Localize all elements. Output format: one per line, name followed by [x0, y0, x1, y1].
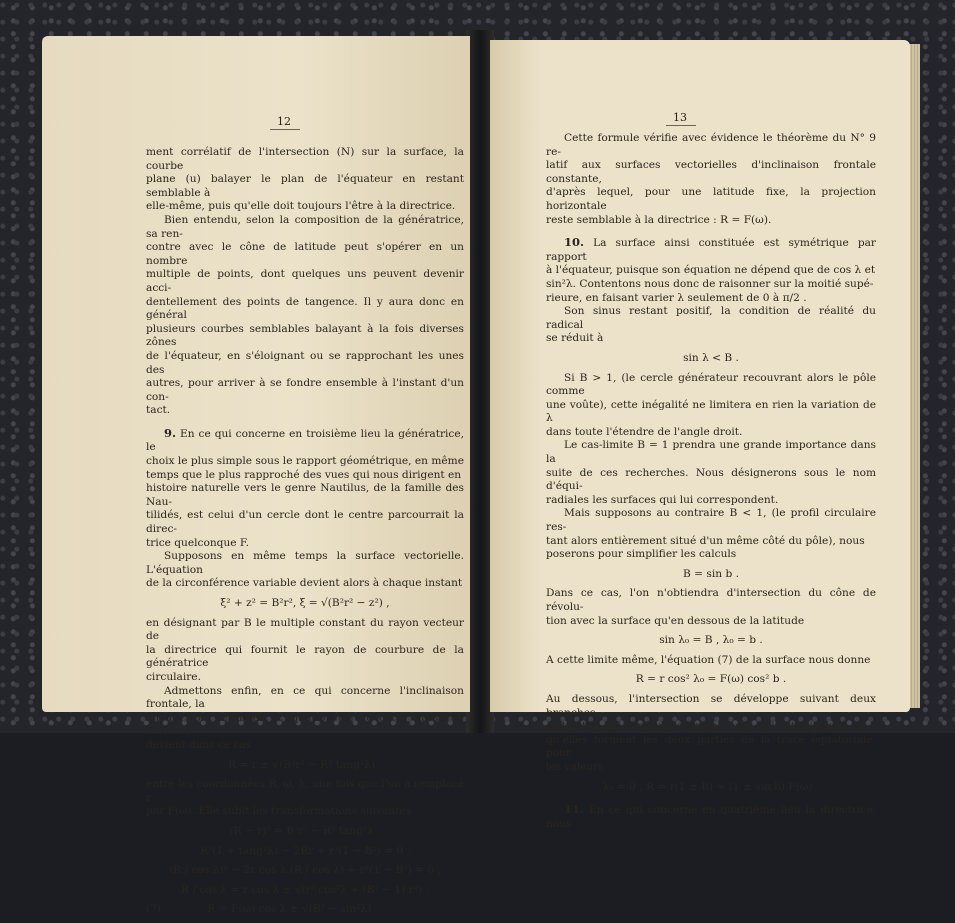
text-line: une voûte), cette inégalité ne limitera en rien la variation de λ — [546, 398, 876, 425]
equation: λ₁ = 0 , R = r(1 ± B) = (1 ± sin b) F(ω) . — [602, 780, 820, 793]
text-line: poserons pour simplifier les calculs — [546, 548, 737, 561]
text-line: loi du front méridien. L'équation (5) de cette classe de surfaces — [146, 711, 464, 738]
text-line: histoire naturelle vers le genre Nautilus, de la famille des Nau- — [146, 482, 464, 508]
text-line: dentellement des points de tangence. Il y aura donc en général — [146, 295, 464, 322]
page-number: 13 — [673, 111, 687, 124]
section-number: 10. — [564, 235, 585, 250]
equation: R = r ± √(B²r² − R² tang²λ) , — [228, 758, 382, 771]
text-line: par F(ω). Elle subit les transformations suivantes — [146, 805, 412, 818]
equation: B = sin b . — [683, 567, 739, 580]
text-line: choix le plus simple sous le rapport géométrique, en même — [146, 455, 464, 468]
text-line: plusieurs courbes semblables balayant à la fois diverses zônes — [146, 322, 464, 349]
text-line: multiple de points, dont quelques uns peuvent devenir acci- — [146, 268, 464, 294]
text-line: Si B > 1, (le cercle générateur recouvrant alors le pôle comme — [546, 371, 876, 398]
text-line: dans toute l'étendre de l'angle droit. — [546, 425, 743, 438]
text-line: rieure, en faisant varier λ seulement de 0 à π/2 . — [546, 291, 807, 304]
text-line: en désignant par B le multiple constant du rayon vecteur de — [146, 616, 464, 643]
left-page — [42, 36, 470, 916]
equation: (R − r)² = B²r² − R² tang²λ , — [229, 824, 381, 837]
equation: R = F(ω) cos λ ± √(B² − sin²λ) . — [207, 903, 379, 916]
text-line: se réduit à — [546, 332, 604, 345]
left-page-text — [146, 146, 464, 923]
equation: R = r cos² λ₀ = F(ω) cos² b . — [635, 673, 787, 686]
text-line: la directrice qui fournit le rayon de courbure de la génératrice — [146, 643, 464, 670]
text-line: de l'équateur, en s'éloignant ou se rapprochant les unes des — [146, 349, 464, 376]
text-line: de la circonférence variable devient alors à chaque instant — [146, 577, 463, 590]
text-line: Au dessous, l'intersection se développe suivant deux branches — [546, 692, 876, 719]
text-line: radiales les surfaces qui lui correspondent. — [546, 493, 779, 506]
text-line: tant alors entièrement situé d'un même côté du pôle), nous — [546, 534, 865, 547]
page-number-rule — [270, 129, 300, 130]
text-line: ment corrélatif de l'intersection (N) sur la surface, la courbe — [146, 146, 464, 172]
text-line: entre les coordonnées R, ω, λ, une fois que l'on a remplacé r — [146, 778, 464, 804]
text-line: trice quelconque F. — [146, 536, 249, 549]
page-number-rule — [666, 125, 696, 126]
text-line: les valeurs — [546, 760, 604, 773]
text-line: sin²λ. Contentons nous donc de raisonner sur la moitié supé- — [546, 277, 874, 290]
right-page-text — [546, 132, 876, 831]
text-line: Dans ce cas, l'on n'obtiendra d'intersection du cône de révolu- — [546, 587, 876, 613]
text-line: En ce qui concerne en troisième lieu la génératrice, le — [146, 427, 464, 454]
text-line: Cette formule vérifie avec évidence le théorème du N° 9 re- — [546, 132, 876, 158]
text-line: reste semblable à la directrice : R = F(ω). — [546, 213, 772, 226]
text-line: Son sinus restant positif, la condition de réalité du radical — [546, 305, 876, 331]
equation: sin λ₀ = B , λ₀ = b . — [659, 634, 763, 647]
section-number: 9. — [164, 425, 177, 440]
text-line: qu'elles forment les deux parties de la trace équatoriale, pour — [546, 733, 876, 760]
equation: sin λ < B . — [683, 351, 739, 364]
text-line: temps que le plus rapproché des vues qui nous dirigent en — [146, 468, 462, 481]
equation: R²(1 + tang²λ) − 2Rr + r²(1 − B²) = 0 , — [199, 844, 411, 857]
text-line: distinctes, qui vont en s'écartant l'une de l'autre jusqu'à ce — [546, 720, 864, 733]
text-line: devient dans ce cas — [146, 738, 252, 751]
text-line: En ce qui concerne en quatrième lieu la directrice, nous — [546, 804, 876, 830]
text-line: à l'équateur, puisque son équation ne dépend que de cos λ et — [546, 264, 876, 277]
text-line: Mais supposons au contraire B < 1, (le profil circulaire res- — [546, 507, 876, 534]
section-10-heading — [546, 236, 876, 264]
equation: ξ² + z² = B²r², ξ = √(B²r² − z²) , — [220, 597, 390, 609]
section-number: 11. — [564, 802, 585, 817]
text-line: latif aux surfaces vectorielles d'inclinaison frontale constante, — [546, 159, 876, 185]
text-line: elle-même, puis qu'elle doit toujours l'être à la directrice. — [146, 200, 456, 213]
section-9-heading — [146, 427, 464, 455]
numbered-equation — [146, 903, 464, 917]
text-line: circulaire. — [146, 670, 201, 683]
text-line: La surface ainsi constituée est symétrique par rapport — [546, 237, 877, 263]
text-line: suite de ces recherches. Nous désignerons sous le nom d'équi- — [546, 466, 876, 493]
section-11-heading — [546, 803, 876, 831]
text-line: tact. — [146, 404, 171, 417]
equation-number: (7) — [146, 903, 162, 916]
text-line: tilidés, est celui d'un cercle dont le centre parcourrait la direc- — [146, 509, 464, 536]
text-line: plane (u) balayer le plan de l'équateur en restant semblable à — [146, 173, 464, 199]
equation: R / cos λ = r cos λ ± √(r² cos²λ + (B² − 1) r²) , — [181, 883, 429, 896]
text-line: contre avec le cône de latitude peut s'opérer en un nombre — [146, 241, 464, 267]
text-line: autres, pour arriver à se fondre ensemble à l'instant d'un con- — [146, 377, 464, 403]
text-line: tion avec la surface qu'en dessous de la latitude — [546, 614, 805, 627]
text-line: A cette limite même, l'équation (7) de la surface nous donne — [546, 653, 871, 666]
text-line: d'après lequel, pour une latitude fixe, la projection horizontale — [546, 186, 876, 212]
page-number: 12 — [277, 115, 291, 128]
right-page — [490, 40, 910, 830]
equation: (R / cos λ)² − 2r cos λ (R / cos λ) + r²(1 − B²) = 0 , — [169, 864, 441, 877]
text-line: Admettons enfin, en ce qui concerne l'inclinaison frontale, la — [146, 684, 464, 711]
text-line: Le cas-limite B = 1 prendra une grande importance dans la — [546, 439, 876, 466]
text-line: Bien entendu, selon la composition de la génératrice, sa ren- — [146, 213, 464, 240]
text-line: Supposons en même temps la surface vectorielle. L'équation — [146, 550, 464, 576]
